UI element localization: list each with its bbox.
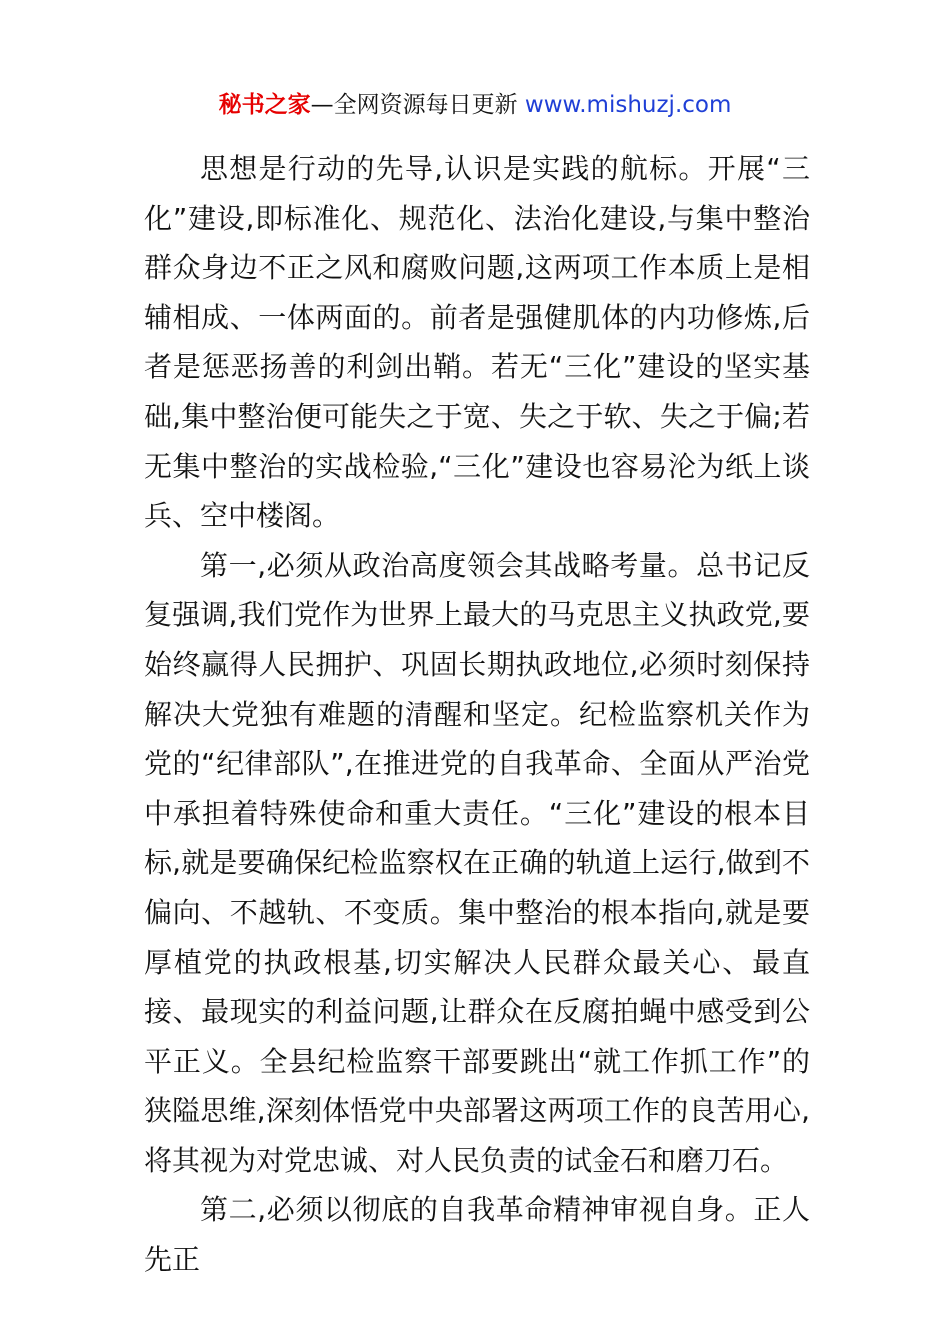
banner-dash: — (310, 92, 334, 118)
paragraph-intro: 思想是行动的先导,认识是实践的航标。开展“三化”建设,即标准化、规范化、法治化建设,与集中整治群众身边不正之风和腐败问题,这两项工作本质上是相辅相成、一体两面的。前者是强健肌体的内功修炼,后者是惩恶扬善的利剑出鞘。若无“三化”建设的坚实基础,集中整治便可能失之于宽、失之于软、失之于偏;若无集中整治的实战检验,“三化”建设也容易沦为纸上谈兵、空中楼阁。 (144, 152, 810, 533)
banner-slogan: 全网资源每日更新 (333, 92, 518, 118)
paragraph-first-point: 第一,必须从政治高度领会其战略考量。总书记反复强调,我们党作为世界上最大的马克思主义执政党,要始终赢得人民拥护、巩固长期执政地位,必须时刻保持解决大党独有难题的清醒和坚定。纪检监察机关作为党的“纪律部队”,在推进党的自我革命、全面从严治党中承担着特殊使命和重大责任。“三化”建设的根本目标,就是要确保纪检监察权在正确的轨道上运行,做到不偏向、不越轨、不变质。集中整治的根本指向,就是要厚植党的执政根基,切实解决人民群众最关心、最直接、最现实的利益问题,让群众在反腐拍蝇中感受到公平正义。全县纪检监察干部要跳出“就工作抓工作”的狭隘思维,深刻体悟党中央部署这两项工作的良苦用心,将其视为对党忠诚、对人民负责的试金石和磨刀石。 (144, 548, 810, 1177)
site-banner (0, 88, 950, 122)
paragraph-second-point: 第二,必须以彻底的自我革命精神审视自身。正人先正 (144, 1193, 810, 1277)
brand-name: 秘书之家 (218, 92, 311, 118)
site-url-link[interactable]: www.mishuzj.com (524, 92, 732, 118)
document-body (144, 144, 810, 1285)
